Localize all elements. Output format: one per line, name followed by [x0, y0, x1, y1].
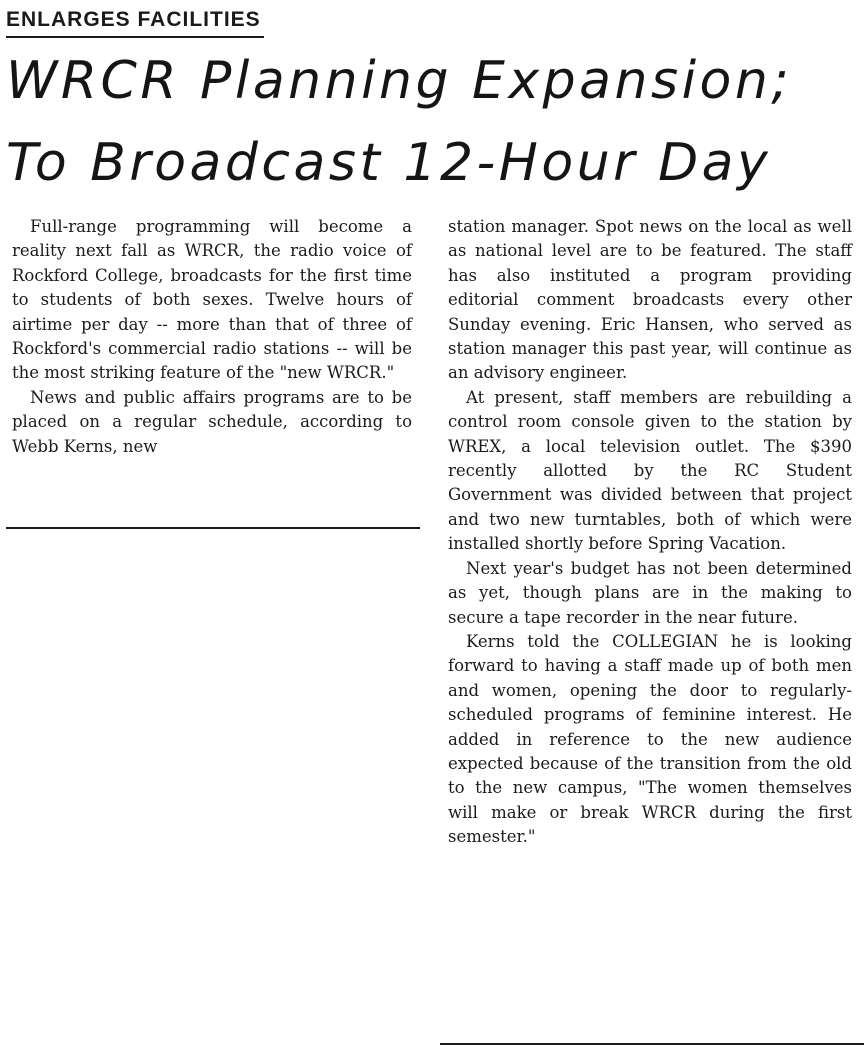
headline-line-1: WRCR Planning Expansion;	[6, 51, 793, 111]
article-right-column	[448, 215, 852, 850]
left-paragraph-1: Full-range programming will become a reality next fall as WRCR, the radio voice of Rockford College, broadcasts for the first time to students of both sexes. Twelve hours of airtime per day -- more than that of three of Rockford's commercial radio stations -- will be the most striking feature of the "new WRCR."	[12, 217, 412, 383]
right-paragraph-3: Next year's budget has not been determined as yet, though plans are in the making to secure a tape recorder in the near future.	[448, 558, 852, 627]
kicker-underline	[6, 36, 264, 38]
headline-line-2	[6, 133, 772, 193]
article-end-rule	[440, 1043, 864, 1045]
article-left-column	[12, 215, 412, 459]
right-paragraph-2: At present, staff members are rebuilding a control room console given to the station by WREX, a local television outlet. The $390 recently allotted by the RC Student Government was divided between that project and two new turntables, both of which were installed shortly before Spring Vacation.	[448, 387, 852, 554]
headline-line-2-part-1: To Broadcast	[6, 133, 384, 193]
headline-line-2-part-2: 12-Hour Day	[403, 133, 772, 193]
right-paragraph-4: Kerns told the COLLEGIAN he is looking forward to having a staff made up of both men and women, opening the door to regularly-scheduled programs of feminine interest. He added in reference to the new audience expected because of the transition from the old to the new campus, "The women themselves will make or break WRCR during the first semester."	[448, 631, 852, 847]
left-paragraph-2: News and public affairs programs are to be placed on a regular schedule, according to Webb Kerns, new	[12, 387, 412, 456]
kicker-label: ENLARGES FACILITIES	[6, 8, 261, 31]
column-end-rule	[6, 527, 420, 529]
right-paragraph-1: station manager. Spot news on the local as well as national level are to be featured. The staff has also instituted a program providing editorial comment broadcasts every other Sunday evening. Eric Hansen, who served as station manager this past year, will continue as an advisory engineer.	[448, 217, 852, 383]
